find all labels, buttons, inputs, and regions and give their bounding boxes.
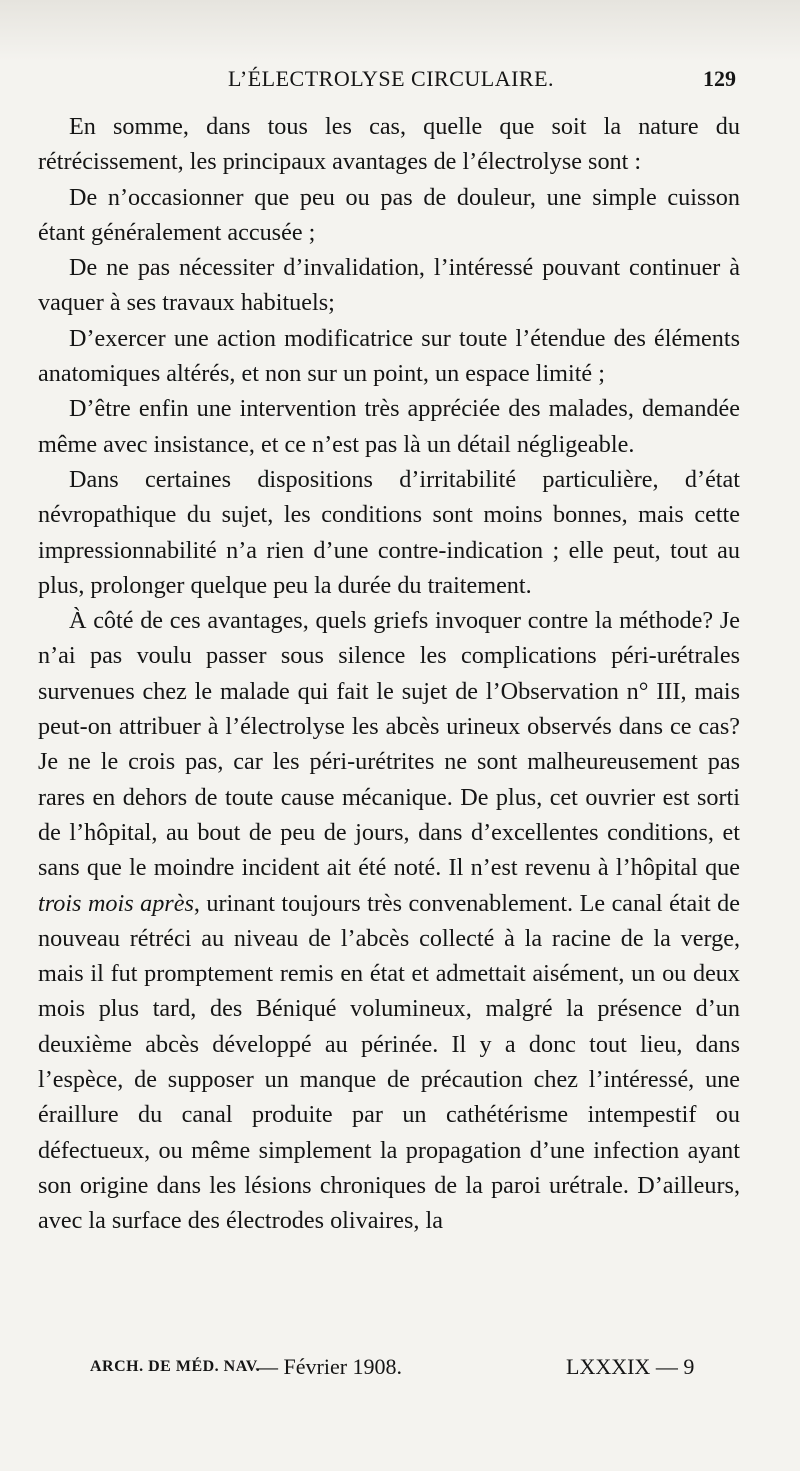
- footer-date: — Février 1908.: [256, 1354, 403, 1379]
- paragraph-text: , urinant toujours très convenablement. Le canal était de nouveau rétréci au niveau de l’abcès collecté à la racine de la verge, mais il fut promptement remis en état et admettait aisément, un ou deux mois plus tard, des Béniqué volumineux, malgré la présence d’un deuxième abcès développé au périnée. Il y a donc tout lieu, dans l’espèce, de supposer un manque de précaution chez l’intéressé, une éraillure du canal produite par un cathétérisme intempestif ou défectueux, ou même simplement la propagation d’une infection ayant son origine dans les lésions chroniques de la paroi urétrale. D’ailleurs, avec la surface des électrodes olivaires, la: [38, 889, 741, 1235]
- running-title: L’ÉLECTROLYSE CIRCULAIRE.: [228, 66, 555, 91]
- body-text: [38, 109, 740, 1239]
- running-head: [38, 66, 740, 94]
- paragraph-text: À côté de ces avantages, quels griefs invoquer contre la méthode? Je n’ai pas voulu passer sous silence les complications péri-urétrales survenues chez le malade qui fait le sujet de l’Observation n° III, mais peut-on attribuer à l’électrolyse les abcès urineux observés dans ce cas? Je ne le crois pas, car les péri-urétrites ne sont malheureusement pas rares en dehors de toute cause mécanique. De plus, cet ouvrier est sorti de l’hôpital, au bout de peu de jours, dans d’excellentes conditions, et sans que le moindre incident ait été noté. Il n’est revenu à l’hôpital que: [38, 607, 740, 882]
- emphasis-text: trois mois après: [38, 889, 194, 917]
- paragraph: D’être enfin une intervention très appréciée des malades, demandée même avec insistance, et ce n’est pas là un détail négligeable.: [38, 395, 740, 458]
- paragraph-last: [38, 603, 740, 1238]
- page-number: 129: [703, 66, 736, 91]
- paragraph: D’exercer une action modificatrice sur toute l’étendue des éléments anatomiques altérés, et non sur un point, un espace limité ;: [38, 324, 740, 388]
- paragraph: Dans certaines dispositions d’irritabilité particulière, d’état névropathique du sujet, les conditions sont moins bonnes, mais cette impressionnabilité n’a rien d’une contre-indication ; elle peut, tout au plus, prolonger quelque peu la durée du traitement.: [38, 465, 740, 599]
- page-footer: [38, 1354, 740, 1384]
- paragraph: De ne pas nécessiter d’invalidation, l’intéressé pouvant continuer à vaquer à ses travaux habituels;: [38, 254, 740, 317]
- document-page: [38, 0, 740, 1471]
- footer-journal: ARCH. DE MÉD. NAV.: [90, 1358, 261, 1375]
- paragraph: En somme, dans tous les cas, quelle que soit la nature du rétrécissement, les principaux avantages de l’électrolyse sont :: [38, 113, 740, 176]
- paragraph: De n’occasionner que peu ou pas de douleur, une simple cuisson étant généralement accusée ;: [38, 183, 740, 246]
- footer-signature: LXXXIX — 9: [566, 1354, 695, 1379]
